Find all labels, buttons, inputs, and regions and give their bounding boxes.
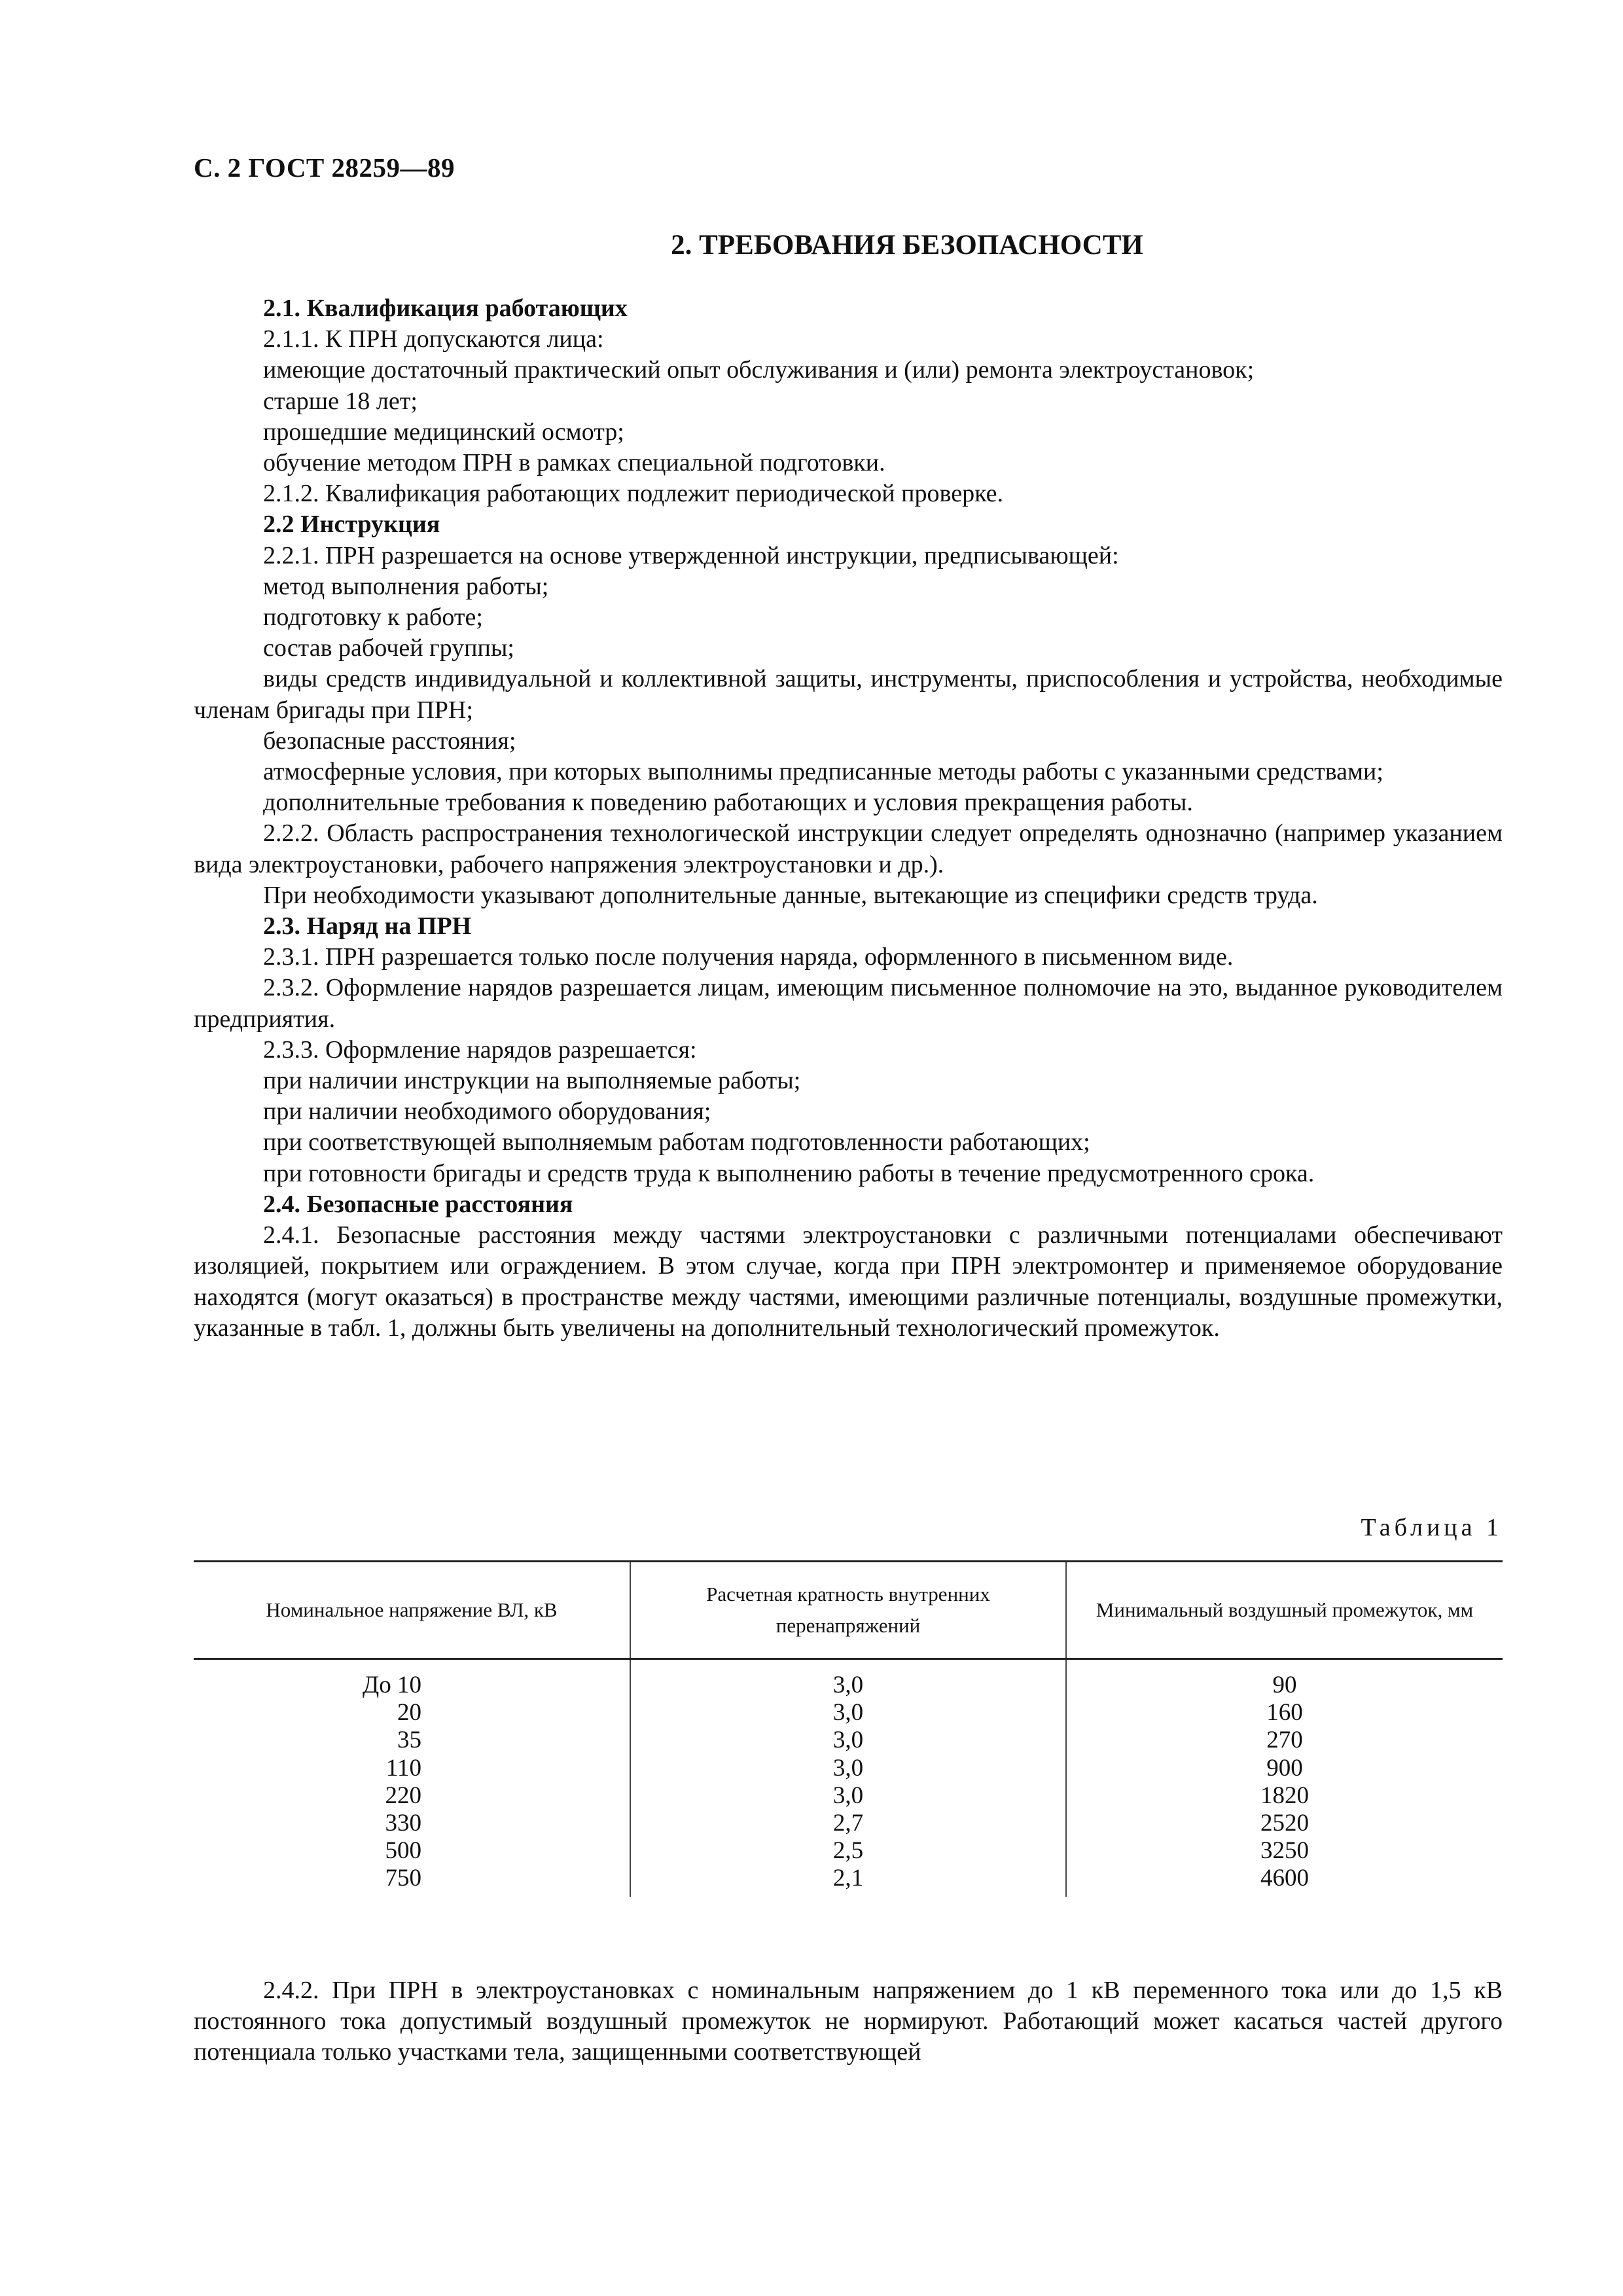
table-cell: 35 — [397, 1727, 421, 1754]
list-item: подготовку к работе; — [263, 603, 483, 632]
subsection-heading: 2.1. Квалификация работающих — [263, 295, 628, 322]
paragraph: 2.3.1. ПРН разрешается только после получения наряда, оформленного в письменном виде. — [263, 943, 1234, 971]
table-cell: 2,7 — [832, 1810, 864, 1837]
body-text — [194, 293, 1503, 1344]
subsection-heading: 2.4. Безопасные расстояния — [263, 1190, 573, 1218]
table-cell: 3,0 — [832, 1754, 864, 1782]
table-cell: 3,0 — [832, 1672, 864, 1698]
subsection-heading: 2.3. Наряд на ПРН — [263, 912, 472, 941]
column-header-overvoltage: Расчетная кратность внутренних перенапряжений — [630, 1562, 1066, 1659]
table-cell: 110 — [385, 1754, 421, 1782]
list-item: при готовности бригады и средств труда к выполнению работы в течение предусмотренного срока. — [263, 1159, 1315, 1187]
paragraph: При необходимости указывают дополнительные данные, вытекающие из специфики средств труда. — [263, 881, 1318, 909]
table-cell: 4600 — [1260, 1865, 1309, 1892]
table-cell: 2,1 — [832, 1865, 864, 1892]
list-item: имеющие достаточный практический опыт обслуживания и (или) ремонта электроустановок; — [263, 356, 1255, 384]
column-header-voltage: Номинальное напряжение ВЛ, кВ — [194, 1562, 630, 1659]
list-item: обучение методом ПРН в рамках специальной подготовки. — [263, 449, 885, 477]
voltage-column — [194, 1659, 630, 1897]
table-cell: 3250 — [1260, 1837, 1309, 1865]
paragraph: 2.1.2. Квалификация работающих подлежит периодической проверке. — [263, 480, 1003, 508]
table-cell: 500 — [385, 1837, 421, 1865]
list-item: безопасные расстояния; — [263, 726, 516, 755]
paragraph: 2.4.2. При ПРН в электроустановках с номинальным напряжением до 1 кВ переменного тока или до 1,5 кВ постоянного тока допустимый воздушный промежуток не нормируют. Работающий может касаться частей другого потенциала только участками тела, защищенными соответствующей — [194, 1977, 1503, 2066]
table-cell: 900 — [1266, 1754, 1303, 1782]
section-title: 2. ТРЕБОВАНИЯ БЕЗОПАСНОСТИ — [671, 230, 1143, 260]
table-cell: До 10 — [363, 1672, 421, 1698]
overvoltage-column — [630, 1659, 1066, 1897]
table-cell: 750 — [385, 1865, 421, 1892]
list-item: состав рабочей группы; — [263, 634, 514, 662]
list-item: при соответствующей выполняемым работам подготовленности работающих; — [263, 1128, 1090, 1157]
table-cell: 90 — [1272, 1672, 1297, 1698]
table-cell: 1820 — [1260, 1782, 1309, 1809]
paragraph: 2.3.3. Оформление нарядов разрешается: — [263, 1035, 697, 1064]
list-item: старше 18 лет; — [263, 387, 418, 415]
table-cell: 270 — [1266, 1727, 1303, 1754]
table-cell: 2520 — [1260, 1810, 1309, 1837]
paragraph: 2.3.2. Оформление нарядов разрешается лицам, имеющим письменное полномочие на это, выданное руководителем предприятия. — [194, 974, 1503, 1033]
table-cell: 20 — [397, 1699, 421, 1727]
list-item: метод выполнения работы; — [263, 572, 549, 600]
table-cell: 3,0 — [832, 1727, 864, 1754]
air-gap-column — [1066, 1659, 1503, 1897]
paragraph: 2.4.1. Безопасные расстояния между частями электроустановки с различными потенциалами обеспечивают изоляцией, покрытием или ограждением. В этом случае, когда при ПРН электромонтер и применяемое оборудование находятся (могут оказаться) в пространстве между частями, имеющими различные потенциалы, воздушные промежутки, указанные в табл. 1, должны быть увеличены на дополнительный технологический промежуток. — [194, 1221, 1503, 1342]
paragraph: 2.2.2. Область распространения технологической инструкции следует определять однозначно (например указанием вида электроустановки, рабочего напряжения электроустановки и др.). — [194, 819, 1503, 878]
data-table — [194, 1560, 1503, 1897]
list-item: дополнительные требования к поведению работающих и условия прекращения работы. — [263, 789, 1193, 817]
list-item: при наличии необходимого оборудования; — [263, 1098, 711, 1126]
table-cell: 160 — [1266, 1699, 1303, 1727]
column-header-air-gap: Минимальный воздушный промежуток, мм — [1066, 1562, 1503, 1659]
paragraph: 2.1.1. К ПРН допускаются лица: — [263, 325, 604, 353]
table-header-row — [194, 1562, 1503, 1659]
paragraph: 2.2.1. ПРН разрешается на основе утвержденной инструкции, предписывающей: — [263, 541, 1119, 569]
table-caption: Таблица 1 — [1361, 1514, 1503, 1541]
body-text-continued — [194, 1975, 1503, 2068]
table-cell: 3,0 — [832, 1782, 864, 1809]
list-item: виды средств индивидуальной и коллективной защиты, инструменты, приспособления и устройства, необходимые членам бригады при ПРН; — [194, 665, 1503, 724]
list-item: атмосферные условия, при которых выполнимы предписанные методы работы с указанными средствами; — [263, 758, 1383, 786]
subsection-heading: 2.2 Инструкция — [263, 511, 440, 539]
page-header: С. 2 ГОСТ 28259—89 — [194, 152, 455, 183]
table-body-row — [194, 1659, 1503, 1897]
list-item: прошедшие медицинский осмотр; — [263, 418, 624, 446]
table-cell: 3,0 — [832, 1699, 864, 1727]
list-item: при наличии инструкции на выполняемые работы; — [263, 1067, 801, 1095]
table-cell: 330 — [385, 1810, 421, 1837]
table-cell: 2,5 — [832, 1837, 864, 1865]
table-cell: 220 — [385, 1782, 421, 1809]
